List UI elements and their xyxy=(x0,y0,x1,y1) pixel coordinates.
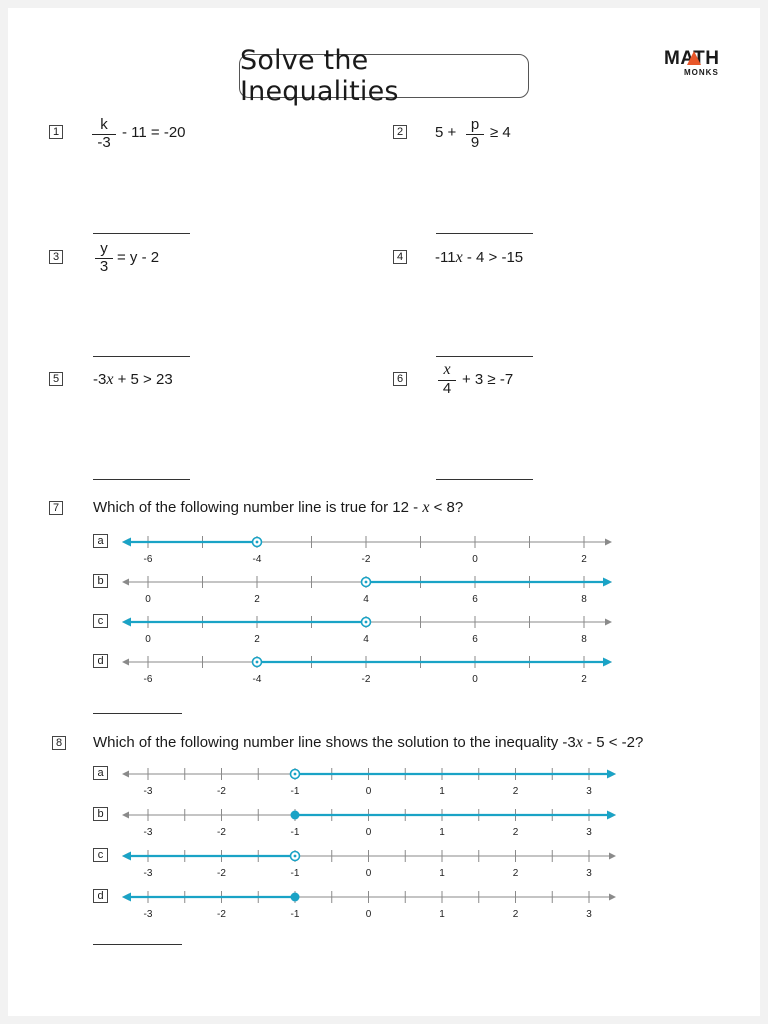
tick-label: 6 xyxy=(472,634,478,645)
q3-numerator: y xyxy=(100,240,108,257)
q5-prefix: -3 xyxy=(93,371,107,388)
page-title xyxy=(239,45,529,107)
option-box-7d[interactable]: d xyxy=(93,654,108,668)
q2-fraction xyxy=(466,116,484,151)
tick-label: -1 xyxy=(290,827,300,838)
tick-label: -4 xyxy=(252,554,262,565)
tick-label: -1 xyxy=(290,868,300,879)
tick-label: 2 xyxy=(512,909,519,920)
tick-label: 0 xyxy=(145,634,151,645)
question-number-8: 8 xyxy=(52,736,66,750)
tick-label: 8 xyxy=(581,594,587,605)
question-number-6: 6 xyxy=(393,372,407,386)
math-monks-logo xyxy=(664,48,724,84)
tick-label: 0 xyxy=(365,827,372,838)
axis-arrow-right-icon xyxy=(609,894,616,901)
option-box-8c[interactable]: c xyxy=(93,848,108,862)
number-line-7a xyxy=(0,530,768,570)
option-box-7b[interactable]: b xyxy=(93,574,108,588)
solution-arrow-left-icon xyxy=(122,618,131,627)
tick-label: 1 xyxy=(439,827,445,838)
tick-label: -3 xyxy=(143,786,153,797)
question-number-2: 2 xyxy=(393,125,407,139)
question-number-4: 4 xyxy=(393,250,407,264)
tick-label: 1 xyxy=(439,909,445,920)
q2-expression: ≥ 4 xyxy=(490,124,511,141)
axis-arrow-left-icon xyxy=(122,659,129,666)
tick-label: -4 xyxy=(252,674,262,685)
number-line-7c xyxy=(0,610,768,650)
q3-denominator: 3 xyxy=(99,258,109,275)
tick-label: 4 xyxy=(363,594,369,605)
answer-line-5[interactable] xyxy=(93,479,190,480)
q5-rest: + 5 > 23 xyxy=(113,371,173,388)
open-endpoint-center xyxy=(365,581,368,584)
logo-math-text: MATH xyxy=(664,48,720,69)
number-line-8c xyxy=(0,844,768,884)
q6-denominator: 4 xyxy=(442,380,452,397)
tick-label: 2 xyxy=(254,634,260,645)
open-endpoint-center xyxy=(256,661,259,664)
q4-expression xyxy=(435,249,523,267)
number-line-7b xyxy=(0,570,768,610)
tick-label: -2 xyxy=(361,554,371,565)
open-endpoint-center xyxy=(365,621,368,624)
solution-arrow-right-icon xyxy=(607,811,616,820)
tick-label: 6 xyxy=(472,594,478,605)
page-title-text: Solve the Inequalities xyxy=(240,45,399,107)
q7-rest: < 8? xyxy=(429,499,464,516)
open-endpoint-center xyxy=(294,855,297,858)
answer-line-2[interactable] xyxy=(436,233,533,234)
tick-label: 2 xyxy=(512,786,519,797)
solution-arrow-left-icon xyxy=(122,538,131,547)
number-line-8a xyxy=(0,762,768,802)
tick-label: 2 xyxy=(254,594,260,605)
q8-rest: - 5 < -2? xyxy=(582,734,644,751)
axis-arrow-left-icon xyxy=(122,579,129,586)
axis-arrow-right-icon xyxy=(609,853,616,860)
open-endpoint-center xyxy=(256,541,259,544)
open-endpoint-center xyxy=(294,773,297,776)
solution-arrow-left-icon xyxy=(122,893,131,902)
answer-line-8[interactable] xyxy=(93,944,182,945)
q1-denominator: -3 xyxy=(97,134,111,151)
tick-label: -1 xyxy=(290,786,300,797)
tick-label: -2 xyxy=(217,827,226,838)
tick-label: 3 xyxy=(586,786,592,797)
option-box-8d[interactable]: d xyxy=(93,889,108,903)
tick-label: 3 xyxy=(586,827,592,838)
tick-label: 0 xyxy=(365,909,372,920)
tick-label: 1 xyxy=(439,868,445,879)
q7-prefix: Which of the following number line is true for 12 - xyxy=(93,499,423,516)
number-line-7d xyxy=(0,650,768,690)
q7-variable: x xyxy=(422,499,430,516)
tick-label: 3 xyxy=(586,868,592,879)
answer-line-1[interactable] xyxy=(93,233,190,234)
tick-label: -3 xyxy=(143,827,153,838)
q6-numerator: x xyxy=(443,361,451,378)
option-box-7c[interactable]: c xyxy=(93,614,108,628)
axis-arrow-right-icon xyxy=(605,619,612,626)
q6-expression: + 3 ≥ -7 xyxy=(462,371,514,388)
tick-label: 2 xyxy=(581,674,587,685)
question-number-1: 1 xyxy=(49,125,63,139)
tick-label: 4 xyxy=(363,634,369,645)
tick-label: 2 xyxy=(581,554,587,565)
tick-label: 2 xyxy=(512,827,519,838)
tick-label: -1 xyxy=(290,909,300,920)
number-line-8b xyxy=(0,803,768,843)
tick-label: 0 xyxy=(145,594,151,605)
tick-label: -2 xyxy=(217,909,226,920)
solution-arrow-right-icon xyxy=(607,770,616,779)
tick-label: -2 xyxy=(217,786,226,797)
q2-prefix: 5 + xyxy=(435,124,457,141)
tick-label: 0 xyxy=(365,868,372,879)
option-box-7a[interactable]: a xyxy=(93,534,108,548)
q6-fraction xyxy=(438,361,456,397)
q1-numerator: k xyxy=(100,116,108,133)
tick-label: 3 xyxy=(586,909,592,920)
tick-label: 8 xyxy=(581,634,587,645)
q8-variable: x xyxy=(575,734,583,751)
q5-expression xyxy=(93,371,173,389)
q8-question xyxy=(93,734,643,752)
question-number-5: 5 xyxy=(49,372,63,386)
solution-arrow-left-icon xyxy=(122,852,131,861)
logo-monks-text: MONKS xyxy=(684,68,719,77)
tick-label: 2 xyxy=(512,868,519,879)
q5-variable: x xyxy=(106,371,114,388)
axis-arrow-right-icon xyxy=(605,539,612,546)
axis-arrow-left-icon xyxy=(122,771,129,778)
closed-endpoint xyxy=(291,811,300,820)
solution-arrow-right-icon xyxy=(603,578,612,587)
q2-denominator: 9 xyxy=(470,134,480,151)
tick-label: -3 xyxy=(143,909,153,920)
q8-prefix: Which of the following number line shows the solution to the inequality -3 xyxy=(93,734,576,751)
q1-fraction xyxy=(92,116,116,151)
answer-line-4[interactable] xyxy=(436,356,533,357)
question-number-3: 3 xyxy=(49,250,63,264)
tick-label: 0 xyxy=(472,554,478,565)
tick-label: 1 xyxy=(439,786,445,797)
tick-label: -6 xyxy=(143,554,153,565)
tick-label: -6 xyxy=(143,674,153,685)
axis-arrow-left-icon xyxy=(122,812,129,819)
q4-prefix: -11 xyxy=(435,249,456,266)
q2-numerator: p xyxy=(470,116,480,133)
q3-expression: = y - 2 xyxy=(117,249,160,266)
answer-line-6[interactable] xyxy=(436,479,533,480)
tick-label: -2 xyxy=(361,674,371,685)
solution-arrow-right-icon xyxy=(603,658,612,667)
tick-label: 0 xyxy=(472,674,478,685)
q4-rest: - 4 > -15 xyxy=(462,249,524,266)
answer-line-3[interactable] xyxy=(93,356,190,357)
option-box-8a[interactable]: a xyxy=(93,766,108,780)
logo-triangle-icon xyxy=(687,51,701,65)
q7-question xyxy=(93,499,463,517)
q3-fraction xyxy=(95,240,113,275)
number-line-8d xyxy=(0,885,768,925)
option-box-8b[interactable]: b xyxy=(93,807,108,821)
tick-label: 0 xyxy=(365,786,372,797)
question-number-7: 7 xyxy=(49,501,63,515)
q1-expression: - 11 = -20 xyxy=(122,124,186,141)
tick-label: -2 xyxy=(217,868,226,879)
q4-variable: x xyxy=(455,249,463,266)
tick-label: -3 xyxy=(143,868,153,879)
closed-endpoint xyxy=(291,893,300,902)
answer-line-7[interactable] xyxy=(93,713,182,714)
